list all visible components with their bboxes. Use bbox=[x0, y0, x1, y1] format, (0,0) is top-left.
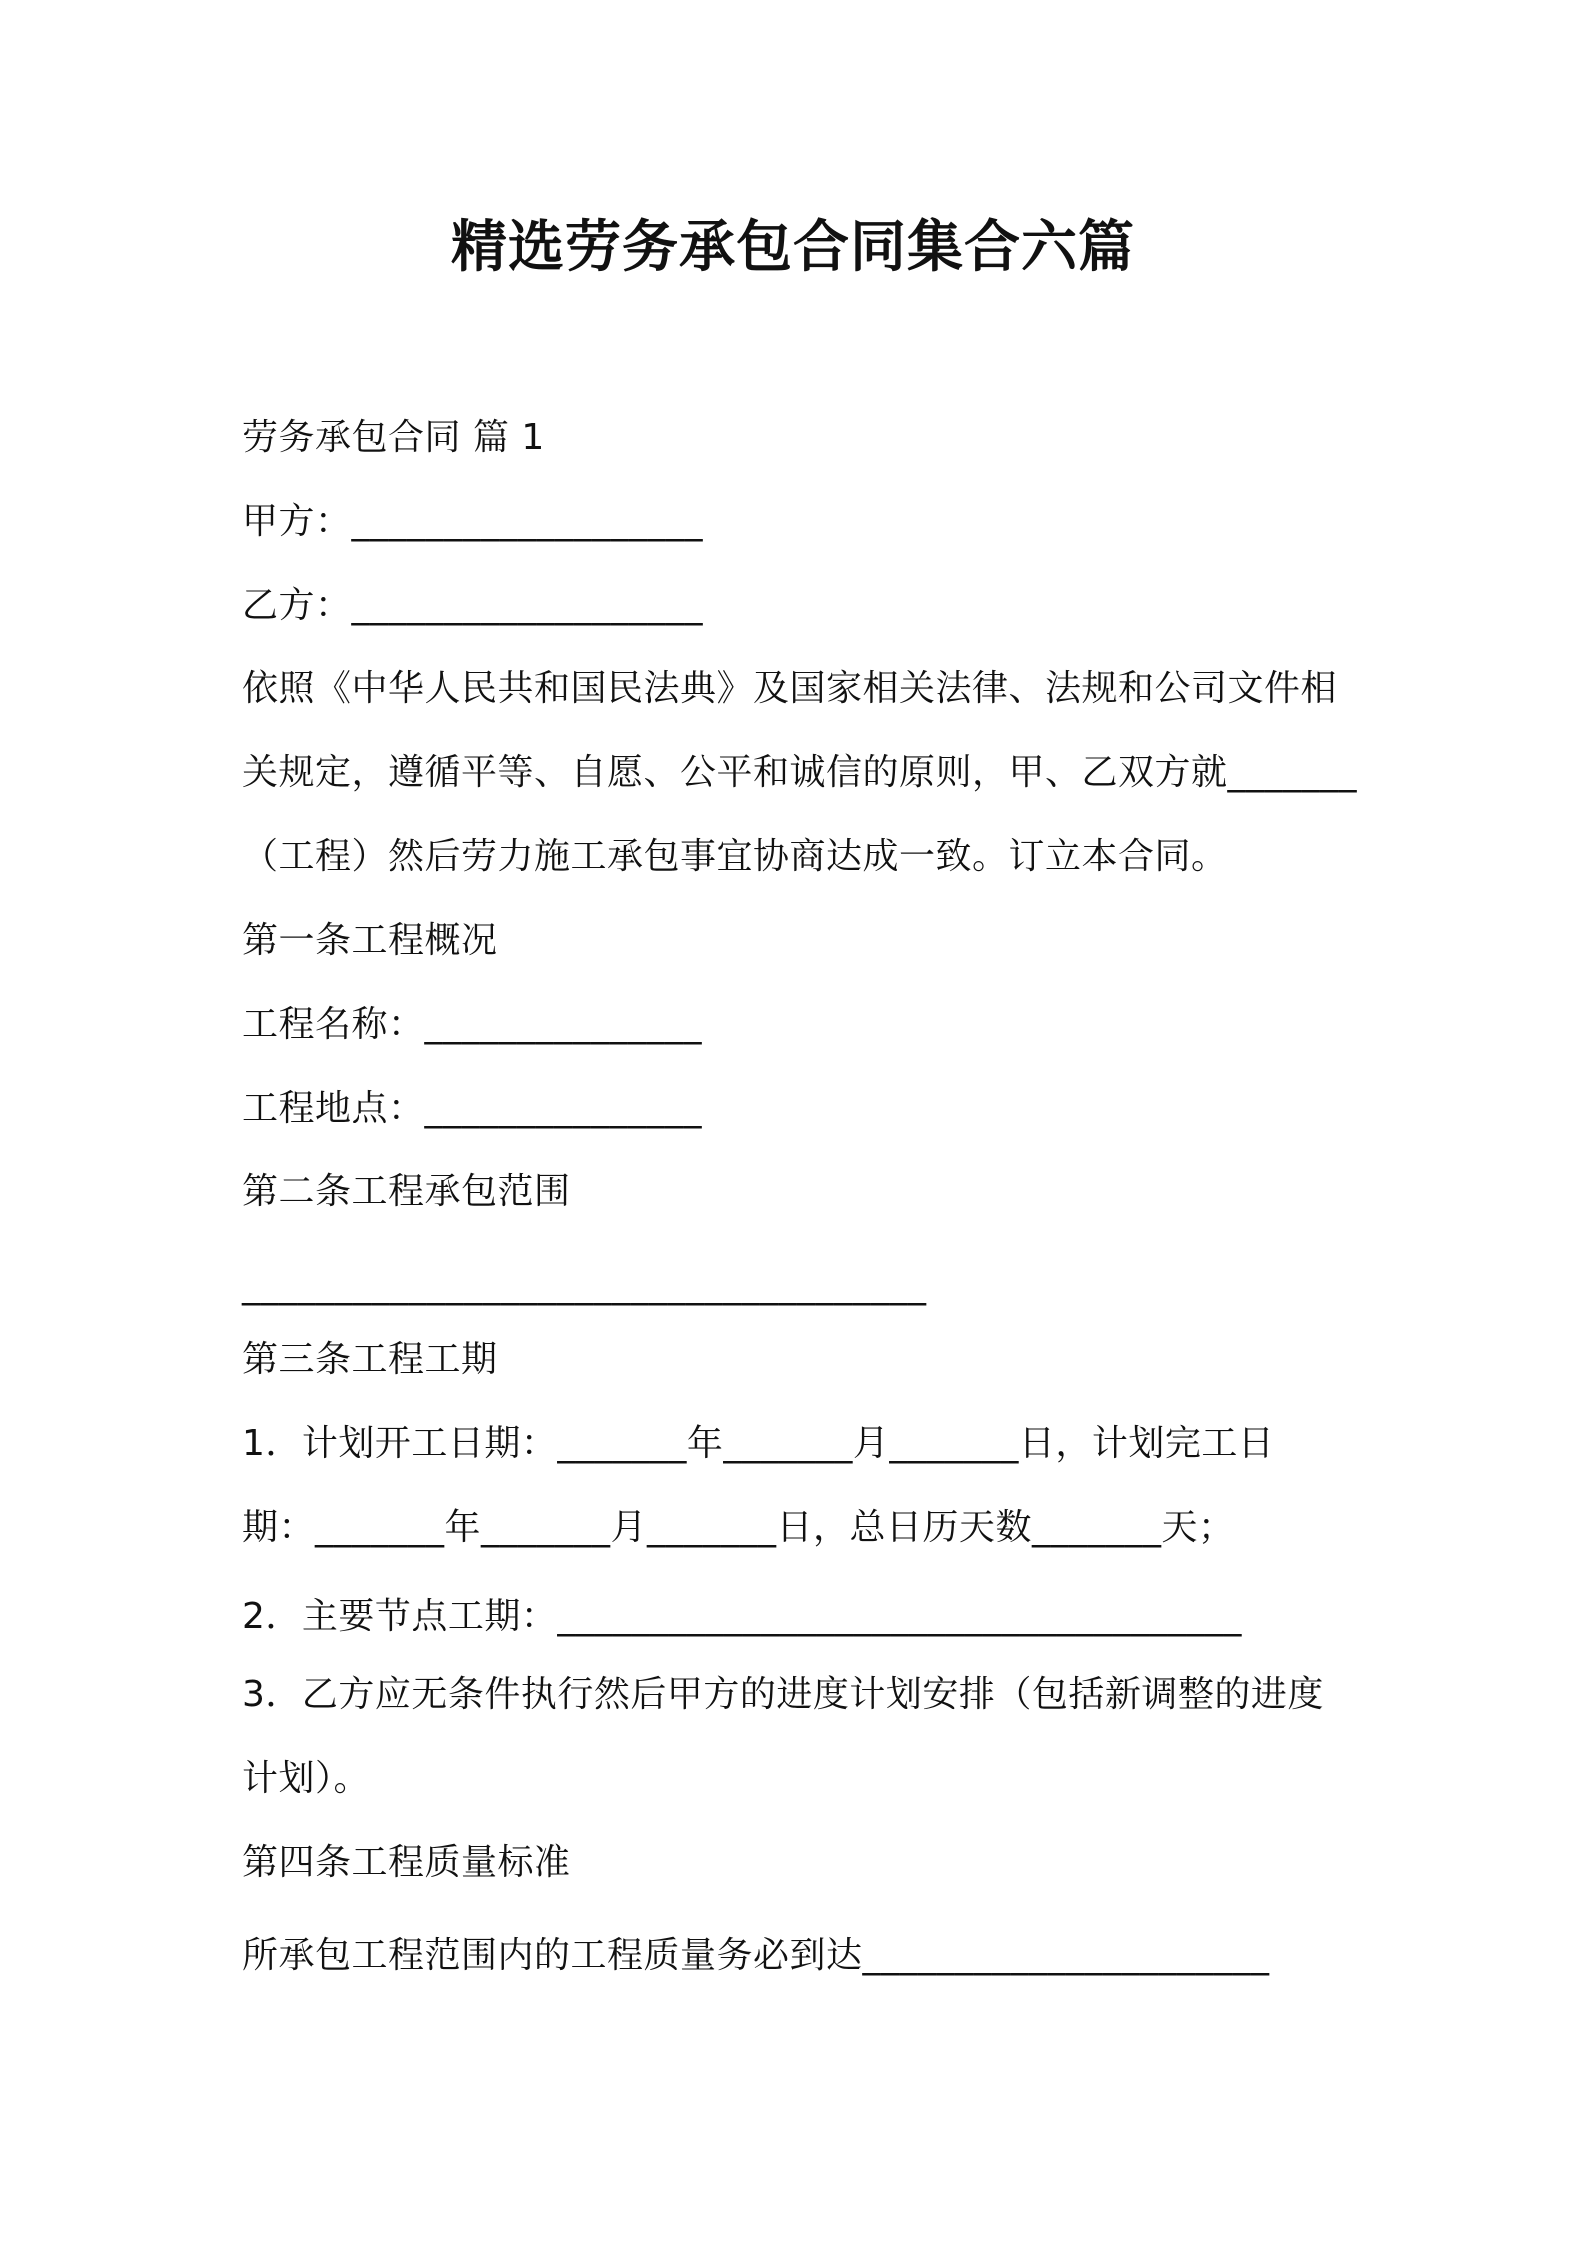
section-heading-part1: 劳务承包合同 篇 1 bbox=[242, 417, 545, 458]
paragraph-line: 关规定，遵循平等、自愿、公平和诚信的原则，甲、乙双方就_______ bbox=[242, 752, 1358, 793]
article-heading-4: 第四条工程质量标准 bbox=[242, 1842, 571, 1883]
project-location-field: 工程地点：_______________ bbox=[242, 1088, 703, 1129]
article-heading-3: 第三条工程工期 bbox=[242, 1339, 498, 1380]
paragraph-line: 依照《中华人民共和国民法典》及国家相关法律、法规和公司文件相 bbox=[242, 668, 1338, 709]
party-a-field: 甲方：___________________ bbox=[242, 501, 704, 542]
project-name-field: 工程名称：_______________ bbox=[242, 1004, 703, 1045]
milestone-line: 2．主要节点工期：_____________________________________ bbox=[242, 1596, 1242, 1637]
paragraph-line: （工程）然后劳力施工承包事宜协商达成一致。订立本合同。 bbox=[242, 836, 1228, 877]
document-title: 精选劳务承包合同集合六篇 bbox=[451, 215, 1135, 280]
article-heading-2: 第二条工程承包范围 bbox=[242, 1171, 571, 1212]
quality-standard-line: 所承包工程范围内的工程质量务必到达______________________ bbox=[242, 1935, 1270, 1976]
schedule-line: 期：_______年_______月_______日，总日历天数_______天； bbox=[242, 1507, 1235, 1548]
schedule-line: 1．计划开工日期：_______年_______月_______日，计划完工日 bbox=[242, 1423, 1275, 1464]
progress-plan-line: 3．乙方应无条件执行然后甲方的进度计划安排（包括新调整的进度 bbox=[242, 1674, 1324, 1715]
party-b-field: 乙方：___________________ bbox=[242, 585, 704, 626]
progress-plan-line: 计划）。 bbox=[242, 1758, 371, 1799]
article-heading-1: 第一条工程概况 bbox=[242, 920, 498, 961]
scope-blank-line: _____________________________________ bbox=[242, 1265, 927, 1306]
